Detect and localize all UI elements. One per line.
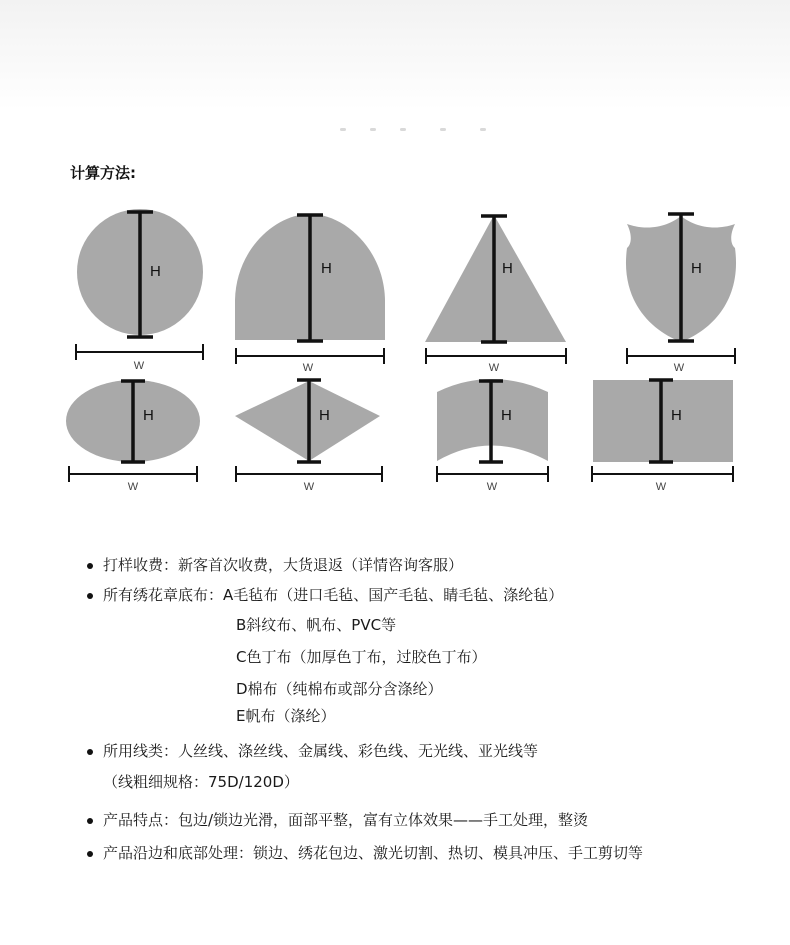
note-features: 产品特点：包边/锁边光滑，面部平整，富有立体效果——手工处理，整烫 [103, 811, 589, 829]
w-label-diamond: W [303, 481, 315, 493]
note-fabric: 所有绣花章底布：A毛毡布（进口毛毡、国产毛毡、睛毛毡、涤纶毡） [103, 586, 564, 604]
bullet [87, 563, 93, 569]
section-title: 计算方法: [70, 164, 136, 182]
shape-rectangle [593, 380, 733, 462]
note-fabric-d: D棉布（纯棉布或部分含涤纶） [236, 680, 443, 698]
bullet [87, 593, 93, 599]
w-label-triangle: W [488, 362, 500, 374]
w-label-banner: W [486, 481, 498, 493]
shape-measurement-diagram [0, 195, 790, 505]
bullet [87, 851, 93, 857]
h-label-rectangle: H [671, 407, 682, 424]
w-label-arch: W [302, 362, 314, 374]
note-fabric-b: B斜纹布、帆布、PVC等 [236, 616, 397, 634]
h-label-ellipse: H [143, 407, 154, 424]
h-label-circle: H [150, 263, 161, 280]
bullet [87, 818, 93, 824]
bullet [87, 749, 93, 755]
note-fabric-e: E帆布（涤纶） [236, 707, 336, 725]
w-label-circle: W [133, 360, 145, 372]
w-label-ellipse: W [127, 481, 139, 493]
note-fabric-c: C色丁布（加厚色丁布，过胶色丁布） [236, 648, 487, 666]
h-label-triangle: H [502, 260, 513, 277]
w-label-rectangle: W [655, 481, 667, 493]
h-label-arch: H [321, 260, 332, 277]
note-thread: 所用线类：人丝线、涤丝线、金属线、彩色线、无光线、亚光线等 [103, 742, 539, 760]
note-thread-spec: （线粗细规格：75D/120D） [103, 773, 299, 791]
note-edge: 产品沿边和底部处理：锁边、绣花包边、激光切割、热切、模具冲压、手工剪切等 [103, 844, 644, 862]
top-fade-background [0, 0, 790, 110]
h-label-diamond: H [319, 407, 330, 424]
decorative-dots [330, 126, 500, 134]
h-label-banner: H [501, 407, 512, 424]
w-label-shield: W [673, 362, 685, 374]
h-label-shield: H [691, 260, 702, 277]
note-sample-fee: 打样收费：新客首次收费，大货退返（详情咨询客服） [103, 556, 464, 574]
